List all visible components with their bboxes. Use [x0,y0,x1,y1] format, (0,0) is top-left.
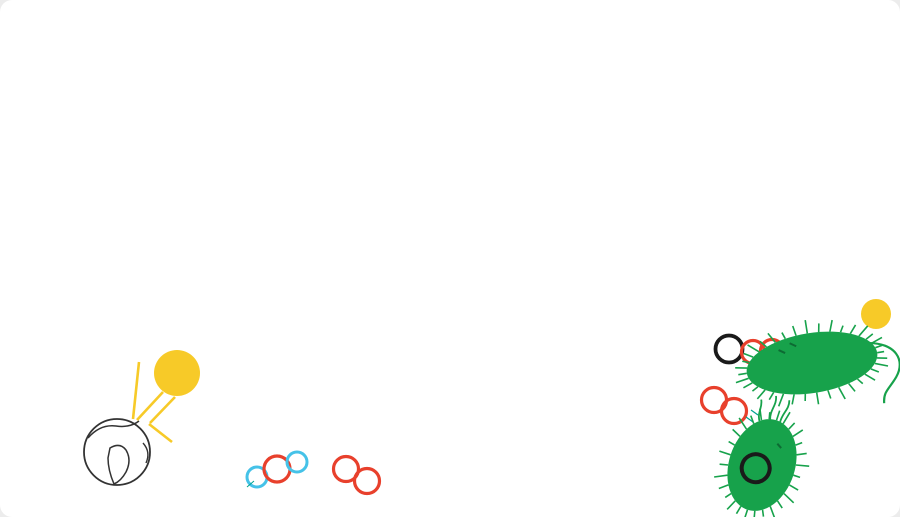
earth-illustration [84,419,150,485]
greenhouse-diagram [84,350,200,485]
bacterium-2 [701,385,827,517]
sun-icon [154,350,200,396]
sun-small-icon [861,299,891,329]
water-molecule [247,452,307,487]
oxygen-molecule-right [702,388,759,424]
oxygen-molecule-bottom [334,457,380,494]
text-column-4 [677,109,873,167]
cloud-text-wrap-spacer [677,109,741,167]
